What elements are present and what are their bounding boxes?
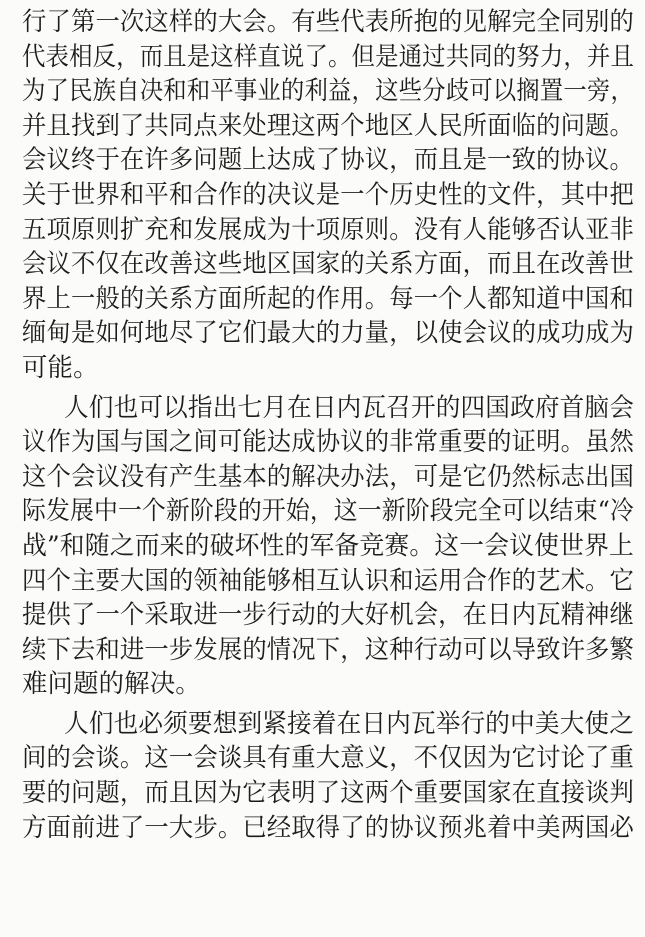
text-line — [22, 706, 634, 741]
text-line-content: 会议终于在许多问题上达成了协议，而且是一致的协议。 — [22, 144, 635, 175]
text-line-content: 议作为国与国之间可能达成协议的非常重要的证明。虽然 — [22, 426, 635, 457]
text-line-content: 界上一般的关系方面所起的作用。每一个人都知道中国和 — [22, 282, 635, 313]
text-line — [22, 4, 634, 39]
text-line — [22, 212, 634, 247]
text-line-content: 这个会议没有产生基本的解决办法，可是它仍然标志出国 — [22, 460, 635, 491]
text-line-content: 战”和随之而来的破坏性的军备竞赛。这一会议使世界上 — [22, 529, 635, 560]
text-line-content: 人们也可以指出七月在日内瓦召开的四国政府首脑会 — [64, 391, 634, 422]
text-line — [22, 632, 634, 667]
text-line — [22, 528, 634, 563]
text-line — [22, 39, 634, 74]
text-line: 难问题的解决。 — [22, 668, 201, 699]
text-line — [22, 563, 634, 598]
text-line-content: 际发展中一个新阶段的开始，这一新阶段完全可以结束“冷 — [22, 495, 634, 526]
text-line — [22, 775, 634, 810]
text-line — [22, 740, 634, 775]
paragraph-2 — [22, 390, 634, 701]
text-line — [22, 459, 634, 494]
text-line-content: 为了民族自决和和平事业的利益，这些分歧可以搁置一旁， — [22, 75, 634, 106]
text-line-content: 关于世界和平和合作的决议是一个历史性的文件，其中把 — [22, 178, 635, 209]
text-line — [22, 281, 634, 316]
text-line — [22, 142, 634, 177]
text-line — [22, 810, 634, 845]
text-line-content: 行了第一次这样的大会。有些代表所抱的见解完全同别的 — [22, 6, 635, 36]
text-line — [22, 108, 634, 143]
text-line — [22, 246, 634, 281]
text-line — [22, 390, 634, 425]
text-line-content: 缅甸是如何地尽了它们最大的力量，以使会议的成功成为 — [22, 317, 635, 348]
text-line-content: 要的问题，而且因为它表明了这两个重要国家在直接谈判 — [22, 777, 635, 808]
text-line: 可能。 — [22, 351, 99, 382]
text-line-content: 会议不仅在改善这些地区国家的关系方面，而且在改善世 — [22, 248, 635, 279]
text-line-content: 五项原则扩充和发展成为十项原则。没有人能够否认亚非 — [22, 213, 635, 244]
text-line — [22, 177, 634, 212]
paragraph-1 — [22, 4, 634, 385]
text-line — [22, 597, 634, 632]
text-line-content: 提供了一个采取进一步行动的大好机会，在日内瓦精神继 — [22, 599, 635, 630]
text-line-content: 四个主要大国的领袖能够相互认识和运用合作的艺术。它 — [22, 564, 635, 595]
text-line — [22, 315, 634, 350]
text-line-content: 人们也必须要想到紧接着在日内瓦举行的中美大使之 — [64, 707, 634, 738]
text-line-content: 续下去和进一步发展的情况下，这种行动可以导致许多繁 — [22, 633, 635, 664]
text-line — [22, 493, 634, 528]
text-line-content: 方面前进了一大步。已经取得了的协议预兆着中美两国必 — [22, 811, 635, 842]
text-line-content: 代表相反，而且是这样直说了。但是通过共同的努力，并且 — [22, 40, 634, 71]
paragraph-3 — [22, 706, 634, 844]
text-line — [22, 73, 634, 108]
text-line-content: 间的会谈。这一会谈具有重大意义，不仅因为它讨论了重 — [22, 742, 635, 773]
text-line — [22, 424, 634, 459]
body-text — [22, 4, 634, 844]
text-line-content: 并且找到了共同点来处理这两个地区人民所面临的问题。 — [22, 109, 635, 140]
